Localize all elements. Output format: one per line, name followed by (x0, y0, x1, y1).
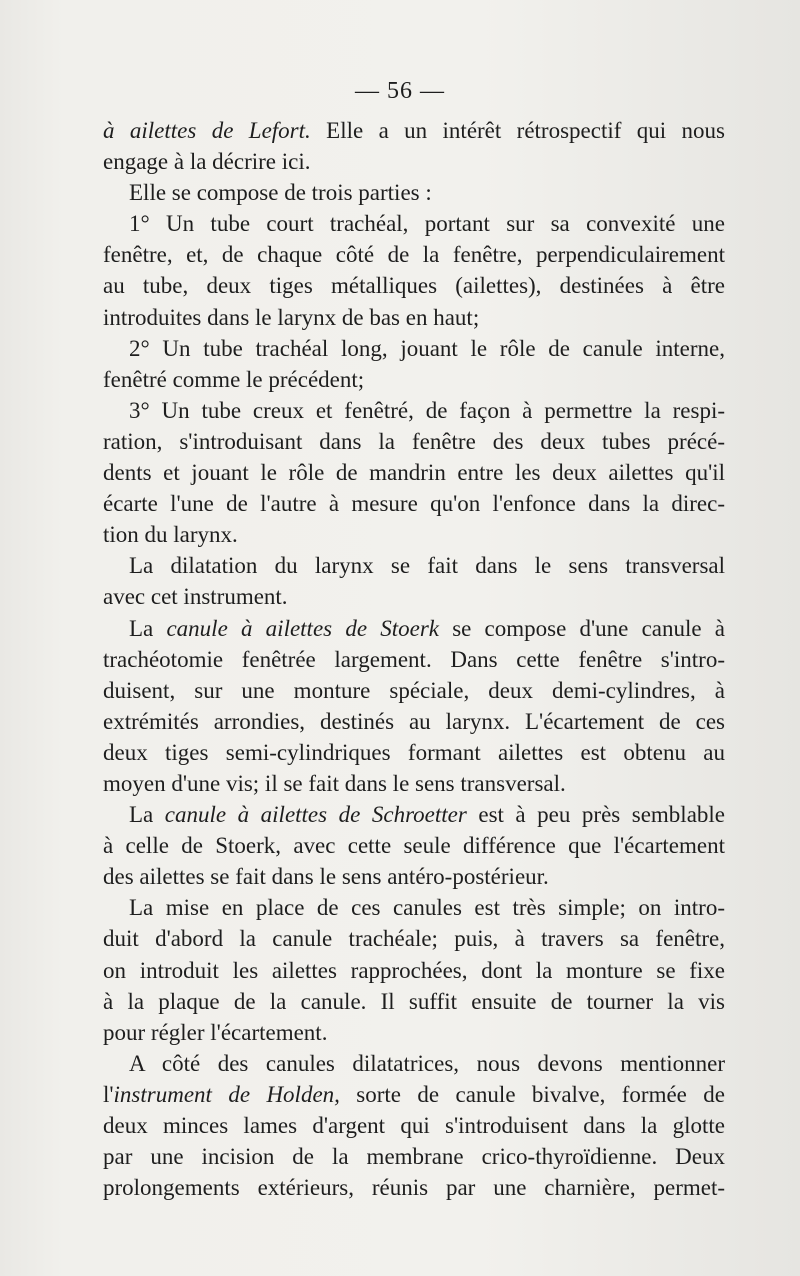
text-segment: pour régler l'écartement. (103, 1019, 328, 1045)
text-line (103, 955, 725, 986)
text-line (103, 488, 725, 519)
text-line (103, 768, 725, 799)
text-line (103, 923, 725, 954)
text-segment: sorte de canule bivalve, formée de (339, 1081, 725, 1107)
text-segment: duit d'abord la canule trachéale; puis, à travers sa fenêtre, (103, 926, 725, 952)
italic-text: canule à ailettes de Stoerk (166, 615, 439, 641)
text-segment: La (129, 615, 167, 641)
text-line (103, 581, 725, 612)
text-segment: avec cet instrument. (103, 584, 288, 610)
text-segment: dents et jouant le rôle de mandrin entre les deux ailettes qu'il (103, 460, 725, 486)
text-line (103, 364, 725, 395)
text-line (103, 1017, 725, 1048)
text-line (103, 208, 725, 239)
text-line (103, 830, 725, 861)
text-line (103, 1141, 725, 1172)
text-segment: à celle de Stoerk, avec cette seule différence que l'écartement (103, 833, 725, 859)
text-segment: prolongements extérieurs, réunis par une charnière, permet- (103, 1175, 725, 1201)
text-segment: Elle a un intérêt rétrospectif qui nous (310, 118, 725, 143)
text-line (103, 892, 725, 923)
text-line (103, 1079, 725, 1110)
text-line (103, 302, 725, 333)
text-line (103, 177, 725, 208)
text-segment: 3° Un tube creux et fenêtré, de façon à permettre la respi- (129, 397, 725, 423)
text-line (103, 115, 725, 146)
text-line (103, 986, 725, 1017)
text-segment: extrémités arrondies, destinés au larynx. L'écartement de ces (103, 708, 725, 734)
text-segment: écarte l'une de l'autre à mesure qu'on l'enfonce dans la direc- (103, 491, 725, 517)
text-line (103, 457, 725, 488)
text-line (103, 1110, 725, 1141)
text-segment: ration, s'introduisant dans la fenêtre des deux tubes précé- (103, 428, 725, 454)
text-segment: deux tiges semi-cylindriques formant ailettes est obtenu au (103, 739, 725, 765)
text-line (103, 146, 725, 177)
text-segment: La (129, 802, 165, 828)
text-segment: fenêtre, et, de chaque côté de la fenêtre, perpendiculairement (103, 242, 725, 268)
text-line (103, 550, 725, 581)
text-line (103, 737, 725, 768)
text-line (103, 333, 725, 364)
text-segment: 2° Un tube trachéal long, jouant le rôle de canule interne, (129, 335, 725, 361)
text-segment: moyen d'une vis; il se fait dans le sens transversal. (103, 770, 566, 796)
text-line (103, 861, 725, 892)
text-segment: fenêtré comme le précédent; (103, 366, 365, 392)
text-segment: engage à la décrire ici. (103, 149, 311, 175)
text-segment: trachéotomie fenêtrée largement. Dans cette fenêtre s'intro- (103, 646, 725, 672)
text-line (103, 706, 725, 737)
text-segment: 1° Un tube court trachéal, portant sur sa convexité une (129, 211, 725, 237)
text-segment: par une incision de la membrane crico-thyroïdienne. Deux (103, 1144, 725, 1170)
text-segment: La dilatation du larynx se fait dans le sens transversal (129, 553, 725, 579)
text-segment: deux minces lames d'argent qui s'introduisent dans la glotte (103, 1113, 725, 1138)
text-line (103, 1172, 725, 1203)
text-line (103, 270, 725, 301)
text-segment: introduites dans le larynx de bas en haut; (103, 304, 480, 330)
body-text (103, 115, 725, 1203)
italic-text: canule à ailettes de Schroetter (164, 802, 467, 828)
text-line (103, 426, 725, 457)
text-line (103, 799, 725, 830)
text-segment: tion du larynx. (103, 522, 238, 548)
page-number: — 56 — (355, 78, 445, 104)
text-line (103, 644, 725, 675)
text-segment: A côté des canules dilatatrices, nous devons mentionner (129, 1050, 725, 1076)
text-line (103, 675, 725, 706)
text-segment: La mise en place de ces canules est très simple; on intro- (129, 895, 725, 921)
text-segment: au tube, deux tiges métalliques (ailettes), destinées à être (103, 273, 725, 299)
text-segment: on introduit les ailettes rapprochées, dont la monture se fixe (103, 957, 725, 983)
italic-text: instrument de Holden, (113, 1081, 340, 1107)
text-line (103, 613, 725, 644)
text-segment: est à peu près semblable (466, 802, 726, 828)
text-segment: l' (103, 1081, 114, 1107)
text-line (103, 519, 725, 550)
text-line (103, 395, 725, 426)
text-segment: à la plaque de la canule. Il suffit ensuite de tourner la vis (103, 988, 725, 1014)
text-segment: se compose d'une canule à (438, 615, 725, 641)
text-segment: duisent, sur une monture spéciale, deux demi-cylindres, à (103, 677, 725, 703)
text-line (103, 1048, 725, 1079)
italic-text: à ailettes de Lefort. (103, 118, 311, 143)
text-line (103, 239, 725, 270)
text-segment: Elle se compose de trois parties : (129, 180, 432, 206)
text-segment: des ailettes se fait dans le sens antéro-postérieur. (103, 864, 549, 890)
